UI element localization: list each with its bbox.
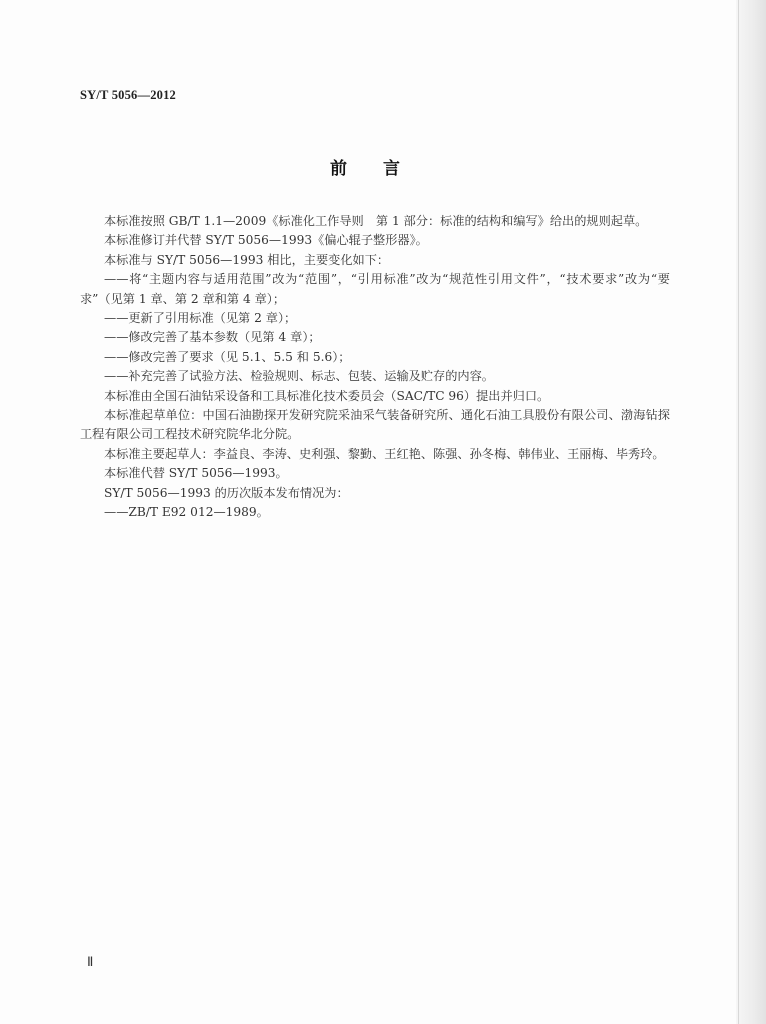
change-item: ——修改完善了基本参数（见第 4 章）； [104, 330, 321, 345]
paragraph-history-intro: SY/T 5056—1993 的历次版本发布情况为： [104, 485, 349, 500]
change-item: ——补充完善了试验方法、检验规则、标志、包装、运输及贮存的内容。 [104, 369, 494, 384]
document-code: SY/T 5056—2012 [80, 88, 176, 102]
paragraph-drafting-rule: 本标准按照 GB/T 1.1—2009《标准化工作导则 第 1 部分：标准的结构和编写》给出的规则起草。 [104, 214, 648, 228]
paragraph-changes-intro: 本标准与 SY/T 5056—1993 相比，主要变化如下： [104, 252, 390, 267]
paragraph-drafting-units: 本标准起草单位：中国石油勘探开发研究院采油采气装备研究所、通化石油工具股份有限公司、渤海钻探工程有限公司工程技术研究院华北分院。 [80, 408, 670, 442]
history-item: ——ZB/T E92 012—1989。 [104, 505, 269, 520]
paragraph-replaces: 本标准修订并代替 SY/T 5056—1993《偏心辊子整形器》。 [104, 233, 428, 248]
paragraph-supersedes: 本标准代替 SY/T 5056—1993。 [104, 466, 288, 481]
paragraph-committee: 本标准由全国石油钻采设备和工具标准化技术委员会（SAC/TC 96）提出并归口。 [104, 388, 550, 403]
page-title: 前言 [330, 159, 436, 179]
paragraph-drafters: 本标准主要起草人：李益良、李涛、史利强、黎勤、王红艳、陈强、孙冬梅、韩伟业、王丽梅、毕秀玲。 [104, 446, 665, 461]
change-item: ——更新了引用标准（见第 2 章）； [104, 311, 297, 326]
page-edge-line [738, 0, 739, 1024]
page-edge-shadow [736, 0, 766, 1024]
foreword-body [80, 212, 670, 523]
change-item: ——将“主题内容与适用范围”改为“范围”，“引用标准”改为“规范性引用文件”，“技术要求”改为“要求”（见第 1 章、第 2 章和第 4 章）； [80, 272, 670, 306]
change-item: ——修改完善了要求（见 5.1、5.5 和 5.6）； [104, 349, 351, 364]
page-number: Ⅱ [87, 954, 94, 969]
